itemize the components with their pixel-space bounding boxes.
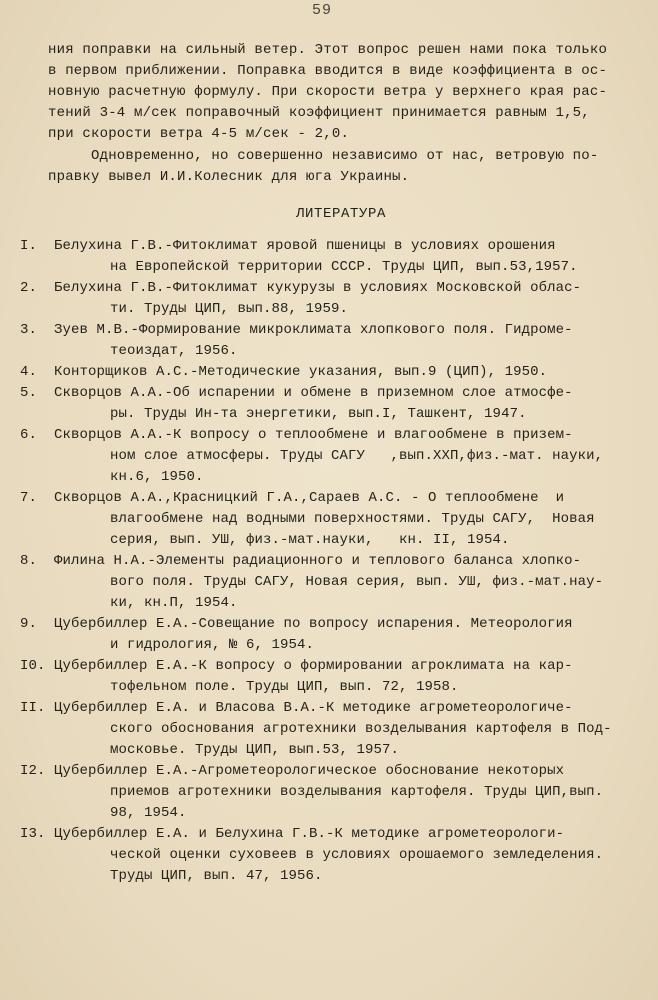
paragraph-line: правку вывел И.И.Колесник для юга Украины. [48, 169, 410, 185]
reference-line: кн.6, 1950. [110, 469, 204, 485]
reference-item [20, 488, 630, 551]
reference-line: тофельном поле. Труды ЦИП, вып. 72, 1958. [110, 679, 459, 695]
reference-number: 5. [20, 385, 38, 401]
paragraph-line: в первом приближении. Поправка вводится в виде коэффициента в ос- [48, 63, 608, 79]
reference-item [20, 425, 630, 488]
reference-item [20, 656, 630, 698]
reference-line: Цубербиллер Е.А.-Агрометеорологическое обоснование некоторых [54, 763, 565, 779]
reference-number: 8. [20, 553, 38, 569]
reference-line: Скворцов А.А.,Красницкий Г.А.,Сараев А.С. - О теплообмене и [54, 490, 565, 506]
reference-line: Цубербиллер Е.А. и Власова В.А.-К методике агрометеорологиче- [54, 700, 573, 716]
reference-line: Цубербиллер Е.А.-К вопросу о формировании агроклимата на кар- [54, 658, 573, 674]
paragraph-line: ния поправки на сильный ветер. Этот вопрос решен нами пока только [48, 42, 608, 58]
reference-line: на Европейской территории СССР. Труды ЦИП, вып.53,1957. [110, 259, 578, 275]
reference-line: 98, 1954. [110, 805, 187, 821]
reference-line: Скворцов А.А.-Об испарении и обмене в приземном слое атмосфе- [54, 385, 573, 401]
reference-number: I3. [20, 826, 46, 842]
reference-line: ном слое атмосферы. Труды САГУ ,вып.ХХП,физ.-мат. науки, [110, 448, 604, 464]
reference-line: Скворцов А.А.-К вопросу о теплообмене и влагообмене в призем- [54, 427, 573, 443]
reference-number: 6. [20, 427, 38, 443]
reference-line: и гидрология, № 6, 1954. [110, 637, 315, 653]
reference-line: Цубербиллер Е.А.-Совещание по вопросу испарения. Метеорология [54, 616, 573, 632]
reference-line: московье. Труды ЦИП, вып.53, 1957. [110, 742, 400, 758]
paragraph-line: при скорости ветра 4-5 м/сек - 2,0. [48, 126, 350, 142]
body-paragraph-1 [48, 40, 628, 145]
paragraph-line: тений 3-4 м/сек поправочный коэффициент принимается равным 1,5, [48, 105, 590, 121]
reference-line: ти. Труды ЦИП, вып.88, 1959. [110, 301, 349, 317]
body-paragraph-2 [48, 146, 628, 188]
paragraph-line: Одновременно, но совершенно независимо от нас, ветровую по- [48, 148, 599, 164]
reference-item [20, 278, 630, 320]
reference-number: II. [20, 700, 46, 716]
reference-line: влагообмене над водными поверхностями. Труды САГУ, Новая [110, 511, 595, 527]
reference-number: I. [20, 238, 38, 254]
page-number: 59 [312, 2, 333, 19]
reference-number: 2. [20, 280, 38, 296]
reference-item [20, 320, 630, 362]
reference-number: 7. [20, 490, 38, 506]
reference-line: ского обоснования агротехники возделывания картофеля в Под- [110, 721, 612, 737]
reference-number: 3. [20, 322, 38, 338]
reference-line: Белухина Г.В.-Фитоклимат кукурузы в условиях Московской облас- [54, 280, 582, 296]
reference-line: серия, вып. УШ, физ.-мат.науки, кн. II, 1954. [110, 532, 510, 548]
reference-item [20, 383, 630, 425]
reference-line: Цубербиллер Е.А. и Белухина Г.В.-К методике агрометеорологи- [54, 826, 565, 842]
reference-number: 4. [20, 364, 38, 380]
reference-line: Зуев М.В.-Формирование микроклимата хлопкового поля. Гидроме- [54, 322, 573, 338]
reference-line: ры. Труды Ин-та энергетики, вып.I, Ташкент, 1947. [110, 406, 527, 422]
reference-number: I2. [20, 763, 46, 779]
reference-item [20, 824, 630, 887]
reference-number: 9. [20, 616, 38, 632]
reference-item [20, 698, 630, 761]
section-heading: ЛИТЕРАТУРА [296, 206, 387, 222]
reference-line: теоиздат, 1956. [110, 343, 238, 359]
reference-line: вого поля. Труды САГУ, Новая серия, вып. УШ, физ.-мат.нау- [110, 574, 604, 590]
reference-item [20, 236, 630, 278]
reference-item [20, 362, 630, 383]
reference-line: Белухина Г.В.-Фитоклимат яровой пшеницы в условиях орошения [54, 238, 556, 254]
reference-line: Филина Н.А.-Элементы радиационного и теплового баланса хлопко- [54, 553, 582, 569]
reference-list [20, 236, 630, 887]
reference-line: приемов агротехники возделывания картофеля. Труды ЦИП,вып. [110, 784, 604, 800]
reference-line: ческой оценки суховеев в условиях орошаемого земледеления. [110, 847, 604, 863]
reference-line: ки, кн.П, 1954. [110, 595, 238, 611]
paragraph-line: новную расчетную формулу. При скорости ветра у верхнего края рас- [48, 84, 608, 100]
reference-line: Конторщиков А.С.-Методические указания, вып.9 (ЦИП), 1950. [54, 364, 548, 380]
reference-item [20, 614, 630, 656]
reference-line: Труды ЦИП, вып. 47, 1956. [110, 868, 323, 884]
reference-item [20, 551, 630, 614]
reference-number: I0. [20, 658, 46, 674]
reference-item [20, 761, 630, 824]
